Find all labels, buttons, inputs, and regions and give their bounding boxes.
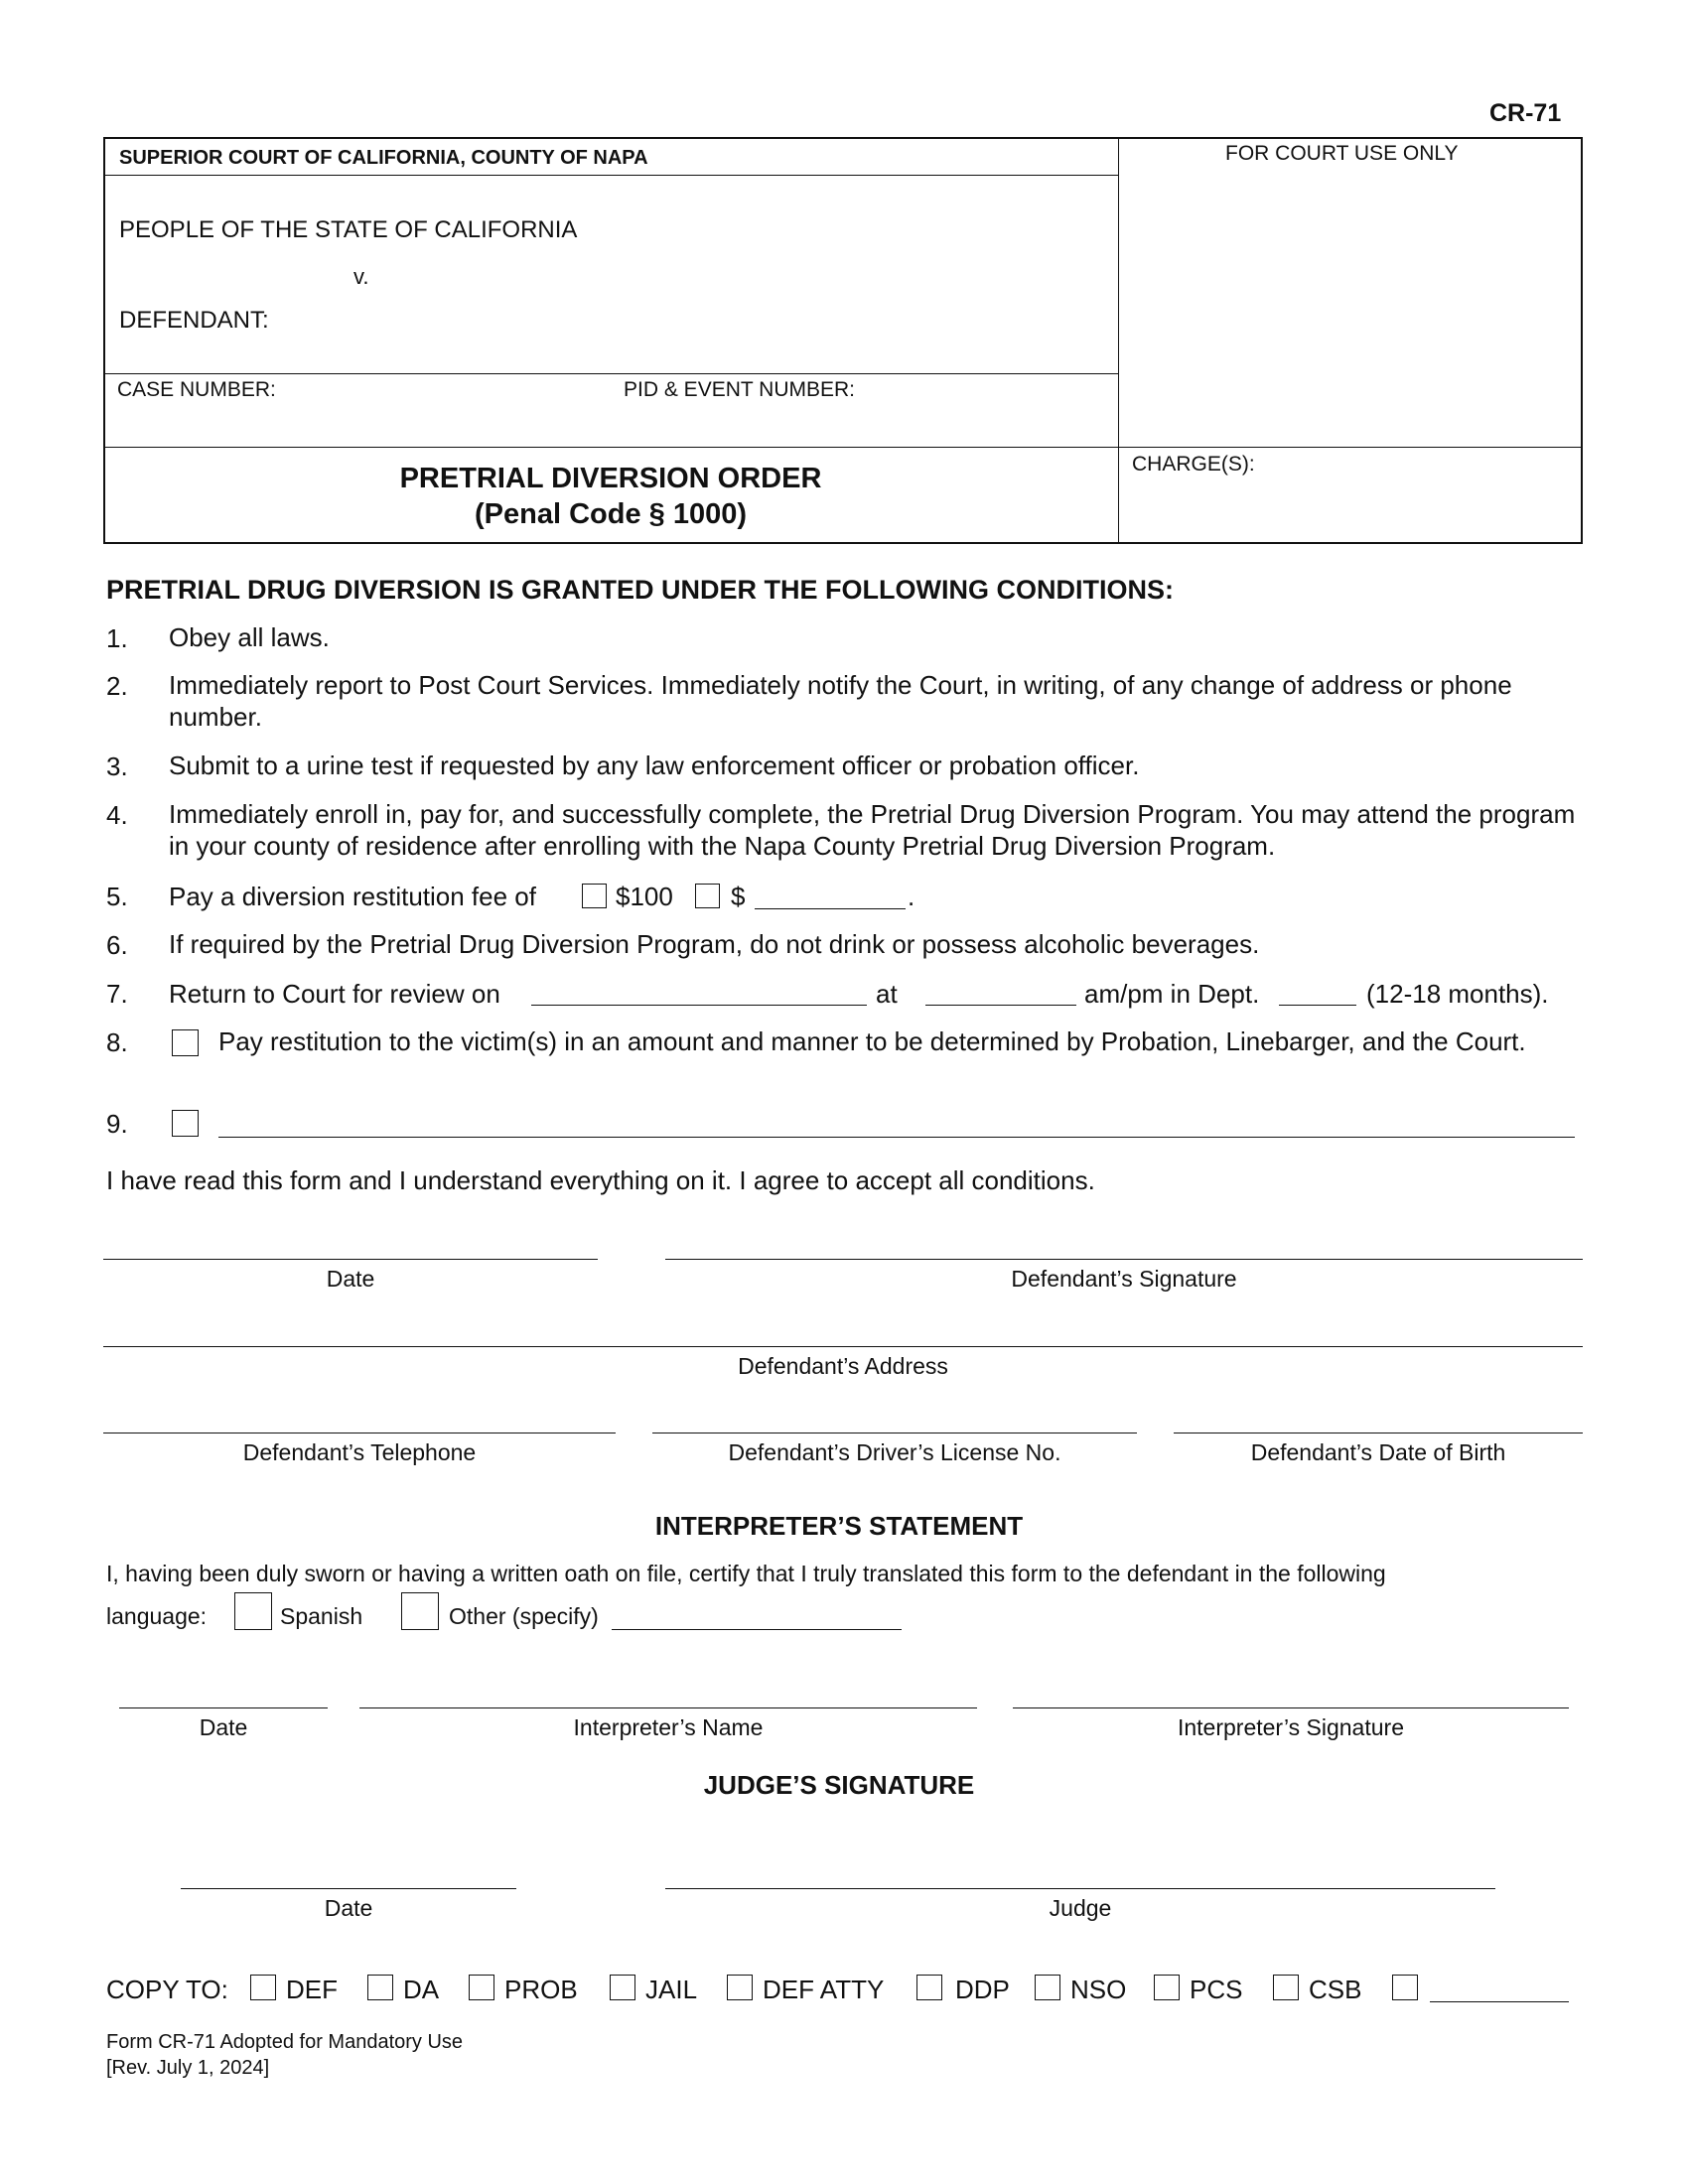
plaintiff: PEOPLE OF THE STATE OF CALIFORNIA [119, 216, 578, 243]
custom-condition-field[interactable] [218, 1137, 1575, 1138]
condition-number: 1. [106, 623, 128, 653]
spanish-label: Spanish [280, 1603, 363, 1629]
language-label: language: [106, 1603, 208, 1629]
copy-option-label: CSB [1309, 1975, 1362, 2004]
interpreter-date-line[interactable] [119, 1707, 328, 1708]
condition-number: 8. [106, 1027, 128, 1057]
condition-text: Immediately report to Post Court Services. Immediately notify the Court, in writing, of any change of address or phone number. [169, 670, 1512, 732]
review-dept-field[interactable] [1279, 1005, 1356, 1006]
review-ampm: am/pm in Dept. [1084, 979, 1260, 1009]
other-language-field[interactable] [612, 1629, 902, 1630]
copy-csb-checkbox[interactable] [1273, 1975, 1299, 2000]
review-date-field[interactable] [531, 1005, 867, 1006]
victim-restitution-checkbox[interactable] [172, 1029, 199, 1056]
copy-other-field[interactable] [1430, 2001, 1569, 2002]
judge-date-line[interactable] [181, 1888, 516, 1889]
copy-def-checkbox[interactable] [250, 1975, 276, 2000]
copy-jail-checkbox[interactable] [610, 1975, 635, 2000]
fee-end: . [908, 882, 915, 911]
versus: v. [353, 264, 369, 289]
condition-number: 2. [106, 671, 128, 701]
conditions-heading: PRETRIAL DRUG DIVERSION IS GRANTED UNDER THE FOLLOWING CONDITIONS: [106, 575, 1175, 605]
defendant-date-line[interactable] [103, 1259, 598, 1260]
footer-form-info: Form CR-71 Adopted for Mandatory Use [106, 2031, 464, 2053]
court-use-label: FOR COURT USE ONLY [1225, 142, 1459, 165]
page-title: PRETRIAL DIVERSION ORDER [399, 463, 822, 494]
copy-da-checkbox[interactable] [367, 1975, 393, 2000]
copy-def-atty-checkbox[interactable] [727, 1975, 753, 2000]
fee-100-checkbox[interactable] [582, 884, 607, 908]
fee-100-label: $100 [616, 882, 673, 911]
acknowledgment: I have read this form and I understand everything on it. I agree to accept all conditions. [106, 1165, 1095, 1195]
condition-number: 5. [106, 882, 128, 911]
defendant-dob-label: Defendant’s Date of Birth [1250, 1439, 1506, 1465]
copy-option-label: DA [403, 1975, 440, 2004]
condition-number: 3. [106, 751, 128, 781]
other-language-checkbox[interactable] [401, 1592, 439, 1630]
court-use-divider [1118, 137, 1119, 544]
judge-heading: JUDGE’S SIGNATURE [703, 1770, 975, 1800]
review-at: at [876, 979, 898, 1009]
judge-date-label: Date [324, 1895, 373, 1921]
copy-option-label: DEF [286, 1975, 338, 2004]
fee-other-label: $ [731, 882, 746, 911]
copy-to-label: COPY TO: [106, 1975, 228, 2004]
copy-option-label: NSO [1070, 1975, 1127, 2004]
copy-nso-checkbox[interactable] [1035, 1975, 1060, 2000]
condition-number: 9. [106, 1109, 128, 1139]
condition-text: Return to Court for review on [169, 979, 500, 1009]
condition-text: If required by the Pretrial Drug Diversion Program, do not drink or possess alcoholic beverages. [169, 929, 1260, 959]
defendant-signature-label: Defendant’s Signature [1011, 1266, 1237, 1292]
page-subtitle: (Penal Code § 1000) [475, 498, 747, 530]
defendant-telephone-label: Defendant’s Telephone [242, 1439, 477, 1465]
interpreter-name-label: Interpreter’s Name [573, 1714, 764, 1740]
review-months: (12-18 months). [1366, 979, 1549, 1009]
copy-option-label: JAIL [645, 1975, 698, 2004]
copy-pcs-checkbox[interactable] [1154, 1975, 1180, 2000]
footer-revision: [Rev. July 1, 2024] [106, 2057, 270, 2079]
copy-option-label: DDP [955, 1975, 1010, 2004]
fee-amount-field[interactable] [755, 908, 906, 909]
spanish-checkbox[interactable] [234, 1592, 272, 1630]
defendant-signature-line[interactable] [665, 1259, 1583, 1260]
review-time-field[interactable] [925, 1005, 1076, 1006]
fee-other-checkbox[interactable] [695, 884, 720, 908]
copy-prob-checkbox[interactable] [469, 1975, 494, 2000]
interpreter-signature-label: Interpreter’s Signature [1177, 1714, 1404, 1740]
condition-number: 4. [106, 800, 128, 830]
other-language-label: Other (specify) [449, 1603, 599, 1629]
condition-number: 6. [106, 930, 128, 960]
caption-divider-2 [103, 373, 1118, 374]
defendant-date-label: Date [326, 1266, 375, 1292]
interpreter-signature-line[interactable] [1013, 1707, 1569, 1708]
condition-text: Pay restitution to the victim(s) in an amount and manner to be determined by Probation, Linebarger, and the Court. [218, 1026, 1526, 1056]
interpreter-date-label: Date [199, 1714, 248, 1740]
interpreter-statement: I, having been duly sworn or having a written oath on file, certify that I truly translated this form to the defendant in the following [106, 1561, 1386, 1586]
defendant-address-label: Defendant’s Address [738, 1353, 948, 1379]
condition-text: Obey all laws. [169, 622, 330, 652]
copy-option-label: DEF ATTY [763, 1975, 885, 2004]
interpreter-heading: INTERPRETER’S STATEMENT [654, 1511, 1024, 1541]
pid-event-label: PID & EVENT NUMBER: [624, 378, 855, 401]
judge-signature-label: Judge [1049, 1895, 1112, 1921]
interpreter-name-line[interactable] [359, 1707, 977, 1708]
charges-label: CHARGE(S): [1132, 453, 1255, 476]
case-number-label: CASE NUMBER: [117, 378, 276, 401]
copy-option-label: PROB [504, 1975, 578, 2004]
caption-divider-1 [103, 175, 1118, 176]
copy-other-checkbox[interactable] [1392, 1975, 1418, 2000]
condition-number: 7. [106, 979, 128, 1009]
judge-signature-line[interactable] [665, 1888, 1495, 1889]
copy-option-label: PCS [1190, 1975, 1243, 2004]
form-id: CR-71 [1489, 99, 1562, 127]
copy-ddp-checkbox[interactable] [916, 1975, 942, 2000]
custom-condition-checkbox[interactable] [172, 1110, 199, 1137]
condition-text: Pay a diversion restitution fee of [169, 882, 536, 911]
condition-text: Immediately enroll in, pay for, and successfully complete, the Pretrial Drug Diversion Program. You may attend the program in your county of residence after enrolling with the Napa County Pretrial Drug Diversion Program. [169, 799, 1576, 861]
condition-text: Submit to a urine test if requested by any law enforcement officer or probation officer. [169, 751, 1140, 780]
court-name: SUPERIOR COURT OF CALIFORNIA, COUNTY OF NAPA [119, 147, 648, 169]
defendant-label: DEFENDANT: [119, 307, 269, 334]
defendant-address-line[interactable] [103, 1346, 1583, 1347]
caption-divider-3 [103, 447, 1583, 448]
defendant-license-label: Defendant’s Driver’s License No. [728, 1439, 1061, 1465]
